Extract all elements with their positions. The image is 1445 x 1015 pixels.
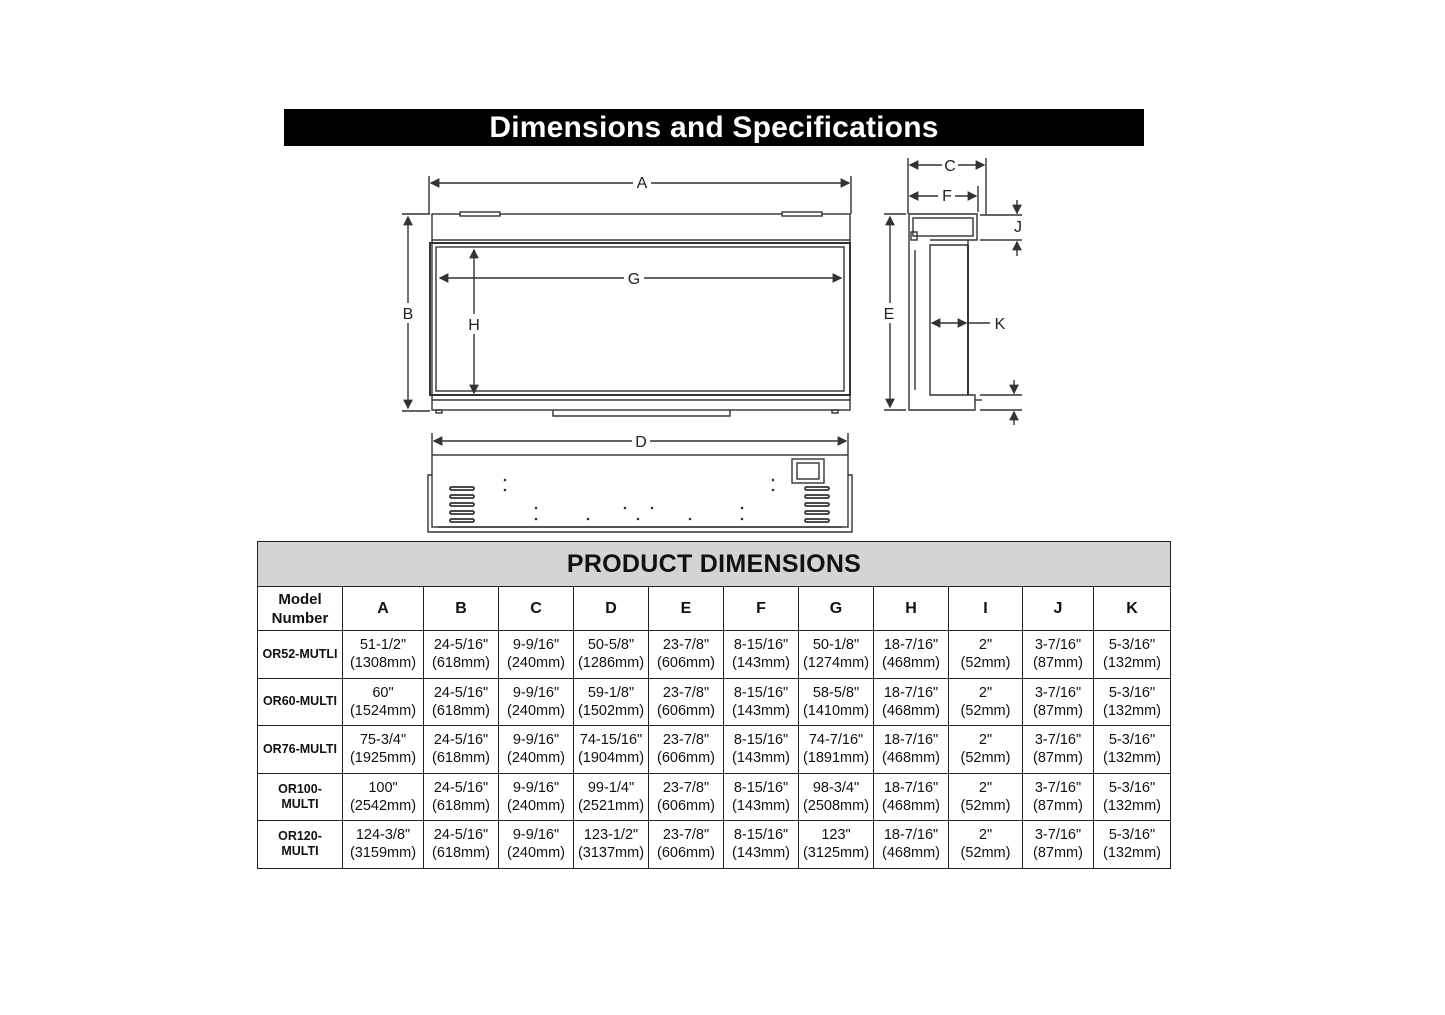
side-label-k: K [994, 316, 1006, 333]
model-number-text: OR76-MULTI [262, 741, 338, 756]
dimension-cell-e [649, 678, 724, 726]
dimension-cell-b [424, 726, 499, 774]
mm-value: (3159mm) [349, 845, 417, 862]
dimension-cell-f [724, 726, 799, 774]
dimension-cell-k [1094, 726, 1171, 774]
mm-value: (52mm) [960, 655, 1011, 672]
inch-value: 51-1/2" [359, 637, 407, 654]
table-row [258, 678, 1171, 726]
dimension-cell-e [649, 821, 724, 869]
inch-value: 100" [368, 779, 398, 796]
mm-value: (87mm) [1033, 655, 1083, 672]
inch-value: 50-5/8" [587, 637, 635, 654]
dimension-cell-d [574, 821, 649, 869]
dimension-cell-k [1094, 678, 1171, 726]
inch-value: 9-9/16" [512, 779, 560, 796]
inch-value: 124-3/8" [355, 827, 411, 844]
inch-value: 24-5/16" [433, 732, 489, 749]
inch-value: 98-3/4" [812, 779, 860, 796]
side-label-j: J [1014, 219, 1022, 236]
dimension-cell-f [724, 773, 799, 821]
inch-value: 23-7/8" [662, 779, 710, 796]
mm-value: (1524mm) [349, 702, 417, 719]
dimension-cell-j [1023, 631, 1094, 679]
dimension-cell-k [1094, 631, 1171, 679]
dimension-cell-h [874, 631, 949, 679]
column-header-a: A [343, 587, 424, 631]
model-number-text: OR52-MUTLI [262, 646, 338, 661]
dimension-cell-b [424, 773, 499, 821]
dimension-cell-c [499, 821, 574, 869]
dimension-cell-i [949, 773, 1023, 821]
product-dimensions-table [257, 541, 1171, 869]
dimension-cell-i [949, 821, 1023, 869]
dimension-cell-k [1094, 821, 1171, 869]
model-number-text: MULTI [281, 844, 319, 859]
front-label-h: H [468, 317, 480, 334]
dimension-cell-h [874, 726, 949, 774]
dimension-cell-g [799, 773, 874, 821]
mm-value: (618mm) [431, 702, 490, 719]
inch-value: 3-7/16" [1034, 827, 1082, 844]
dimension-cell-i [949, 631, 1023, 679]
table-caption: PRODUCT DIMENSIONS [258, 542, 1171, 587]
mm-value: (606mm) [656, 797, 715, 814]
mm-value: (52mm) [960, 702, 1011, 719]
dimension-cell-a [343, 773, 424, 821]
dimension-cell-g [799, 631, 874, 679]
mm-value: (3125mm) [802, 845, 870, 862]
column-header-d: D [574, 587, 649, 631]
mm-value: (240mm) [506, 702, 565, 719]
dimension-cell-c [499, 631, 574, 679]
mm-value: (1410mm) [802, 702, 870, 719]
inch-value: 9-9/16" [512, 637, 560, 654]
inch-value: 59-1/8" [587, 684, 635, 701]
inch-value: 8-15/16" [733, 827, 789, 844]
mm-value: (240mm) [506, 845, 565, 862]
mm-value: (606mm) [656, 655, 715, 672]
dimension-cell-j [1023, 678, 1094, 726]
mm-value: (2521mm) [577, 797, 645, 814]
mm-value: (1274mm) [802, 655, 870, 672]
inch-value: 5-3/16" [1108, 684, 1156, 701]
mm-value: (468mm) [881, 797, 940, 814]
table-row [258, 631, 1171, 679]
inch-value: 23-7/8" [662, 827, 710, 844]
front-label-b: B [402, 306, 414, 323]
column-header-k: K [1094, 587, 1171, 631]
column-header-b: B [424, 587, 499, 631]
inch-value: 18-7/16" [883, 779, 939, 796]
inch-value: 2" [978, 637, 993, 654]
inch-value: 18-7/16" [883, 732, 939, 749]
inch-value: 99-1/4" [587, 779, 635, 796]
mm-value: (143mm) [731, 655, 790, 672]
column-header-c: C [499, 587, 574, 631]
mm-value: (132mm) [1102, 797, 1161, 814]
inch-value: 5-3/16" [1108, 637, 1156, 654]
model-number-cell [258, 678, 343, 726]
mm-value: (618mm) [431, 655, 490, 672]
model-number-header [258, 587, 343, 631]
dimension-cell-g [799, 726, 874, 774]
model-number-cell [258, 726, 343, 774]
mm-value: (468mm) [881, 845, 940, 862]
inch-value: 8-15/16" [733, 779, 789, 796]
mm-value: (1286mm) [577, 655, 645, 672]
column-header-h: H [874, 587, 949, 631]
dimension-cell-c [499, 726, 574, 774]
mm-value: (1502mm) [577, 702, 645, 719]
mm-value: (132mm) [1102, 845, 1161, 862]
dimension-cell-f [724, 678, 799, 726]
inch-value: 18-7/16" [883, 684, 939, 701]
dimension-cell-e [649, 726, 724, 774]
dimension-cell-d [574, 631, 649, 679]
inch-value: 3-7/16" [1034, 637, 1082, 654]
inch-value: 74-15/16" [579, 732, 643, 749]
mm-value: (468mm) [881, 750, 940, 767]
mm-value: (87mm) [1033, 797, 1083, 814]
inch-value: 24-5/16" [433, 684, 489, 701]
dimension-cell-a [343, 821, 424, 869]
mm-value: (52mm) [960, 845, 1011, 862]
dimension-cell-d [574, 726, 649, 774]
dimension-cell-e [649, 773, 724, 821]
inch-value: 24-5/16" [433, 637, 489, 654]
front-label-a: A [636, 175, 648, 192]
dimension-cell-a [343, 726, 424, 774]
dimension-cell-j [1023, 821, 1094, 869]
mm-value: (1891mm) [802, 750, 870, 767]
mm-value: (240mm) [506, 655, 565, 672]
inch-value: 23-7/8" [662, 684, 710, 701]
column-header-e: E [649, 587, 724, 631]
inch-value: 18-7/16" [883, 637, 939, 654]
mm-value: (1904mm) [577, 750, 645, 767]
inch-value: 5-3/16" [1108, 827, 1156, 844]
mm-value: (1308mm) [349, 655, 417, 672]
mm-value: (132mm) [1102, 750, 1161, 767]
dimension-cell-i [949, 726, 1023, 774]
page-title: Dimensions and Specifications [284, 109, 1144, 146]
top-label-d: D [635, 434, 647, 451]
model-number-text: MULTI [281, 796, 319, 811]
mm-value: (468mm) [881, 702, 940, 719]
side-label-e: E [883, 306, 895, 323]
inch-value: 3-7/16" [1034, 732, 1082, 749]
mm-value: (618mm) [431, 845, 490, 862]
table-row [258, 726, 1171, 774]
side-label-f: F [942, 188, 952, 205]
side-label-c: C [944, 158, 956, 175]
header-text: Model [278, 590, 322, 608]
mm-value: (87mm) [1033, 702, 1083, 719]
mm-value: (606mm) [656, 750, 715, 767]
mm-value: (2508mm) [802, 797, 870, 814]
inch-value: 60" [372, 684, 394, 701]
mm-value: (132mm) [1102, 702, 1161, 719]
inch-value: 23-7/8" [662, 732, 710, 749]
mm-value: (52mm) [960, 797, 1011, 814]
column-header-f: F [724, 587, 799, 631]
mm-value: (132mm) [1102, 655, 1161, 672]
inch-value: 8-15/16" [733, 637, 789, 654]
inch-value: 123-1/2" [583, 827, 639, 844]
mm-value: (618mm) [431, 750, 490, 767]
table-body [258, 631, 1171, 869]
inch-value: 74-7/16" [808, 732, 864, 749]
inch-value: 3-7/16" [1034, 684, 1082, 701]
dimension-cell-f [724, 821, 799, 869]
mm-value: (52mm) [960, 750, 1011, 767]
dimension-cell-e [649, 631, 724, 679]
inch-value: 2" [978, 684, 993, 701]
dimension-cell-d [574, 773, 649, 821]
dimension-cell-h [874, 678, 949, 726]
inch-value: 24-5/16" [433, 827, 489, 844]
inch-value: 18-7/16" [883, 827, 939, 844]
mm-value: (143mm) [731, 750, 790, 767]
model-number-cell [258, 821, 343, 869]
mm-value: (2542mm) [349, 797, 417, 814]
front-label-g: G [627, 271, 641, 288]
inch-value: 5-3/16" [1108, 779, 1156, 796]
inch-value: 9-9/16" [512, 827, 560, 844]
inch-value: 9-9/16" [512, 684, 560, 701]
table-row [258, 821, 1171, 869]
inch-value: 123" [821, 827, 851, 844]
mm-value: (240mm) [506, 750, 565, 767]
inch-value: 8-15/16" [733, 684, 789, 701]
dimension-cell-k [1094, 773, 1171, 821]
dimension-cell-b [424, 821, 499, 869]
mm-value: (3137mm) [577, 845, 645, 862]
dimension-cell-a [343, 678, 424, 726]
inch-value: 24-5/16" [433, 779, 489, 796]
model-number-text: OR120- [278, 829, 322, 844]
dimension-cell-b [424, 678, 499, 726]
mm-value: (143mm) [731, 702, 790, 719]
inch-value: 3-7/16" [1034, 779, 1082, 796]
side-view [884, 158, 1022, 425]
mm-value: (87mm) [1033, 845, 1083, 862]
column-header-j: J [1023, 587, 1094, 631]
dimension-cell-a [343, 631, 424, 679]
dimension-cell-j [1023, 773, 1094, 821]
dimension-cell-h [874, 773, 949, 821]
column-header-g: G [799, 587, 874, 631]
mm-value: (606mm) [656, 845, 715, 862]
table-row [258, 773, 1171, 821]
dimension-cell-f [724, 631, 799, 679]
inch-value: 50-1/8" [812, 637, 860, 654]
dimension-cell-i [949, 678, 1023, 726]
dimension-cell-j [1023, 726, 1094, 774]
inch-value: 58-5/8" [812, 684, 860, 701]
inch-value: 5-3/16" [1108, 732, 1156, 749]
dimension-cell-b [424, 631, 499, 679]
model-number-text: OR100- [278, 781, 322, 796]
inch-value: 2" [978, 732, 993, 749]
table-header-row [258, 587, 1171, 631]
mm-value: (618mm) [431, 797, 490, 814]
dimension-cell-h [874, 821, 949, 869]
dimension-cell-c [499, 678, 574, 726]
mm-value: (143mm) [731, 797, 790, 814]
inch-value: 75-3/4" [359, 732, 407, 749]
column-header-i: I [949, 587, 1023, 631]
inch-value: 8-15/16" [733, 732, 789, 749]
dimension-cell-g [799, 821, 874, 869]
mm-value: (87mm) [1033, 750, 1083, 767]
front-view [402, 176, 851, 416]
mm-value: (240mm) [506, 797, 565, 814]
inch-value: 23-7/8" [662, 637, 710, 654]
mm-value: (143mm) [731, 845, 790, 862]
inch-value: 2" [978, 779, 993, 796]
inch-value: 2" [978, 827, 993, 844]
model-number-cell [258, 773, 343, 821]
model-number-text: OR60-MULTI [262, 694, 338, 709]
dimension-cell-d [574, 678, 649, 726]
mm-value: (1925mm) [349, 750, 417, 767]
mm-value: (606mm) [656, 702, 715, 719]
dimension-cell-g [799, 678, 874, 726]
inch-value: 9-9/16" [512, 732, 560, 749]
dimension-cell-c [499, 773, 574, 821]
model-number-cell [258, 631, 343, 679]
mm-value: (468mm) [881, 655, 940, 672]
header-text: Number [271, 609, 329, 627]
